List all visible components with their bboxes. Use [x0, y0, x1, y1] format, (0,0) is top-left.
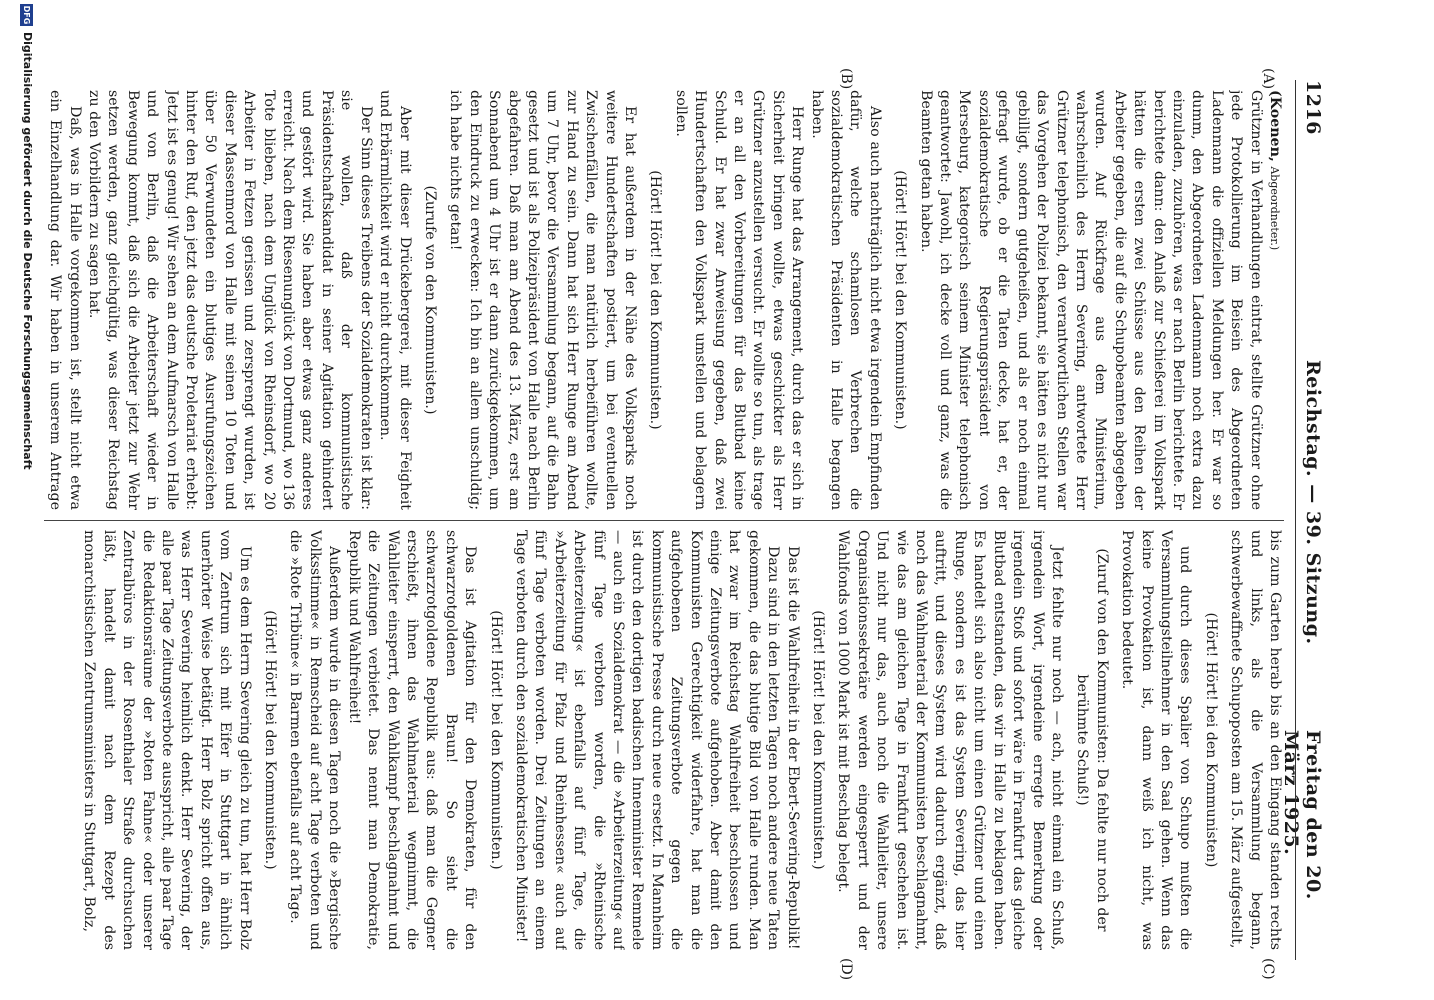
column-divider [44, 520, 1284, 521]
interjection: (Zurufe von den Kommunisten.) [421, 185, 438, 415]
right-column [44, 530, 1284, 950]
digitization-footer [12, 0, 34, 1000]
paragraph: und durch dieses Spalier von Schupo mußten die Versammlungsteilnehmer in den Saal gehen. Wenn das keine Provokation ist, dann weiß ich nicht, was Provokation bedeutet. [1119, 530, 1194, 950]
left-column [44, 90, 1284, 510]
interjection: (Hört! Hört! bei den Kommunisten) [1202, 612, 1219, 868]
paragraph: Dazu sind in den letzten Tagen noch andere neue Taten gekommen, die das blutige Bild von Halle runden. Man hat zwar im Reichstag Wahlfreiheit beschlossen und einige Zeitungsverbote aufgehoben. Aber damit den Kommunisten Gerechtigkeit widerfahre, hat man die aufgehobenen Zeitungsverbote gegen die kommunistische Presse durch neue ersetzt. In Mannheim ist durch den dortigen badischen Innenminister Remmele — auch ein Sozialdemokrat — die »Arbeiterzeitung« auf fünf Tage verboten worden, die »Rheinische Arbeiterzeitung« ist ebenfalls auf fünf Tage, die »Arbeiterzeitung für Pfalz und Rheinhessen« auch auf fünf Tage verboten worden. Drei Zeitungen an einem Tage verboten durch den sozialdemokratischen Minister! [512, 530, 782, 950]
paragraph: Also auch nachträglich nicht etwa irgendein Empfinden dafür, welche schamlosen Verbrechen die sozialdemokratischen Präsidenten in Halle begangen haben. [808, 90, 883, 510]
page-number: 1216 [1302, 80, 1324, 135]
margin-mark-a: (A) [1260, 68, 1276, 90]
speaker-name: (Koenen, [1267, 90, 1283, 162]
page-header [1280, 80, 1324, 960]
paragraph: Jetzt fehlte nur noch — ach, nicht einmal ein Schuß, irgendein Wort, irgendeine erregte Bemerkung oder irgendein Stoß und sofort wäre in Frankfurt das gleiche Blutbad entstanden, das wir in Halle zu beklagen haben. Es handelt sich also nicht um einen Grützner und einen Runge, sondern es ist das System Severing, das hier auftritt, und dieses System wird dadurch ergänzt, daß noch das Wahlmaterial der Kommunisten beschlagnahmt, wie das am gleichen Tage in Frankfurt geschehen ist. Und nicht nur das, auch noch die Wahlleiter, unsere Organisationssekretäre werden eingesperrt und der Wahlfonds von 1000 Mark ist mit Beschlag belegt. [835, 530, 1065, 950]
interjection: (Hört! Hört! bei den Kommunisten.) [262, 610, 279, 870]
margin-mark-c: (C) [1260, 958, 1276, 980]
interjection: (Hört! Hört! bei den Kommunisten.) [487, 610, 504, 870]
paragraph: Um es dem Herrn Severing gleich zu tun, hat Herr Bolz vom Zentrum sich mit Eifer in Stuttgart in ähnlich unerhörter Weise betätigt. Herr Bolz spricht offen aus, was Herr Severing heimlich denkt. Herr Severing, der alle paar Tage Zeitungsverbote ausspricht, alle paar Tage die Redaktionsräume der »Roten Fahne« oder unserer Zentralbüros in der Rosenthaler Straße durchsuchen läßt, handelt damit nach dem Rezept des monarchistischen Zentrumsministers in Stuttgart, Bolz, [81, 530, 253, 950]
session-date: Freitag den 20. März 1925. [1280, 730, 1324, 900]
footer-text: Digitalisierung gefördert durch die Deutsche Forschungsgemeinschaft [21, 32, 34, 470]
session-title: Reichstag. — 39. Sitzung. [1302, 360, 1324, 645]
margin-mark-d: (D) [838, 958, 854, 981]
speaker-line [1265, 90, 1284, 510]
paragraph: Daß, was in Halle vorgekommen ist, stellt nicht etwa ein Einzelhandlung dar. Wir haben in unserem Antrage [47, 90, 83, 510]
interjection: (Zuruf von den Kommunisten: Da fehlte nur noch der berühmte Schuß!) [1074, 548, 1110, 932]
paragraph: Das ist Agitation für den Demokraten, für den schwarzrotgoldenen Braun! So sieht die schwarzrotgoldene Republik aus: daß man die Gegner erschießt, ihnen das Wahlmaterial wegnimmt, die Wahlleiter einsperrt, den Wahlkampf beschlagnahmt und die Zeitungen verbietet. Das nennt man Demokratie, Republik und Wahlfreiheit! [345, 530, 479, 950]
interjection: (Hört! Hört! bei den Kommunisten.) [647, 170, 664, 430]
paragraph: Grützner in Verhandlungen eintrat, stellte Grützner ohne jede Protokollierung im Beisein des Abgeordneten Ladenmann die offiziellen Meldungen her. Er war so dumm, den Abgeordneten Ladenmann noch extra dazu einzuladen, zuzuhören, was er nach Berlin berichtete. Er berichtete dann: den Anlaß zur Schießerei im Volkspark hätten die ersten zwei Schüsse aus den Reihen der Arbeiter gegeben, die auf die Schupobeamten abgegeben wurden. Auf Rückfrage aus dem Ministerium, wahrscheinlich des Herrn Severing, antwortete Herr Grützner telephonisch, den verantwortlichen Stellen war das Vorgehen der Polizei bekannt, sie hätten es nicht nur gebilligt, sondern gutgeheißen, und als er noch einmal gefragt wurde, ob er die Taten decke, hat er, der sozialdemokratische Regierungspräsident von Merseburg, kategorisch seinem Minister telephonisch geantwortet: Jawohl, ich decke voll und ganz, was die Beamten getan haben. [917, 90, 1264, 510]
paragraph: Er hat außerdem in der Nähe des Volksparks noch weitere Hundertschaften postiert, um bei eventuellen Zwischenfällen, die man natürlich herbeiführen wollte, zur Hand zu sein. Dann hat sich Herr Runge am Abend um 7 Uhr, bevor die Versammlung begann, auf die Bahn gesetzt und ist als Polizeipräsident von Halle nach Berlin abgefahren. Daß man am Abend des 13. März, erst am Sonnabend um 4 Uhr ist er dann zurückgekommen, um den Eindruck zu erwecken: Ich bin an allem unschuldig; ich habe nichts getan! [447, 90, 638, 510]
speaker-party: Abgeordneter.) [1268, 166, 1281, 251]
paragraph: Der Sinn dieses Treibens der Sozialdemokraten ist klar: sie wollen, daß der kommunistische Präsidentschaftskandidat in seiner Agitation gehindert und gestört wird. Sie haben aber etwas ganz anderes erreicht. Nach dem Riesenunglück von Dortmund, wo 136 Tote blieben, nach dem Unglück von Rheinsdorf, wo 20 Arbeiter in Fetzen gerissen und zersprengt wurden, ist dieser Massenmord von Halle mit seinen 10 Toten und über 50 Verwundeten ein blutiges Ausrufungszeichen hinter den Ruf, den jetzt das deutsche Proletariat erhebt: Jetzt ist es genug! Wir sehen an dem Aufmarsch von Halle und von Berlin, daß die Arbeiterschaft wieder in Bewegung kommt, daß sich die Arbeiter jetzt zur Wehr setzen werden, ganz gleichgültig, was dieser Reichstag zu den Vorbildern zu sagen hat. [86, 90, 374, 510]
dfg-logo-icon: DFG [22, 5, 32, 25]
paragraph: Das ist die Wahlfreiheit in der Ebert-Severing-Republik! [784, 546, 801, 950]
paragraph: Aber mit dieser Drückebergerei, mit dieser Feigheit und Erbärmlichkeit wird er nicht durchkommen. [377, 90, 413, 510]
interjection: (Hört! Hört! bei den Kommunisten.) [810, 610, 827, 870]
paragraph: Außerdem wurde in diesen Tagen noch die »Bergische Volksstimme« in Remscheid auf acht Tage verboten und die »Rote Tribüne« in Barmen ebenfalls auf acht Tage. [287, 530, 343, 950]
margin-mark-b: (B) [838, 68, 854, 90]
interjection: (Hört! Hört! bei den Kommunisten.) [892, 170, 909, 430]
paragraph: bis zum Garten herab bis an den Eingang standen rechts und links, als die Versammlung begann, schwerbewaffnete Schupoposten am 15. März aufgestellt, [1228, 530, 1283, 950]
header-rule [1295, 80, 1296, 960]
paragraph: Herr Runge hat das Arrangement, durch das er sich in Sicherheit bringen wollte, etwas geschickter als Herr Grützner anzustellen versucht. Er wollte so tun, als trage er an all den Vorbereitungen für das Blutbad keine Schuld. Er hat zwar Anweisung gegeben, daß zwei Hundertschaften den Volkspark umstellen und belagern sollen. [672, 90, 806, 510]
